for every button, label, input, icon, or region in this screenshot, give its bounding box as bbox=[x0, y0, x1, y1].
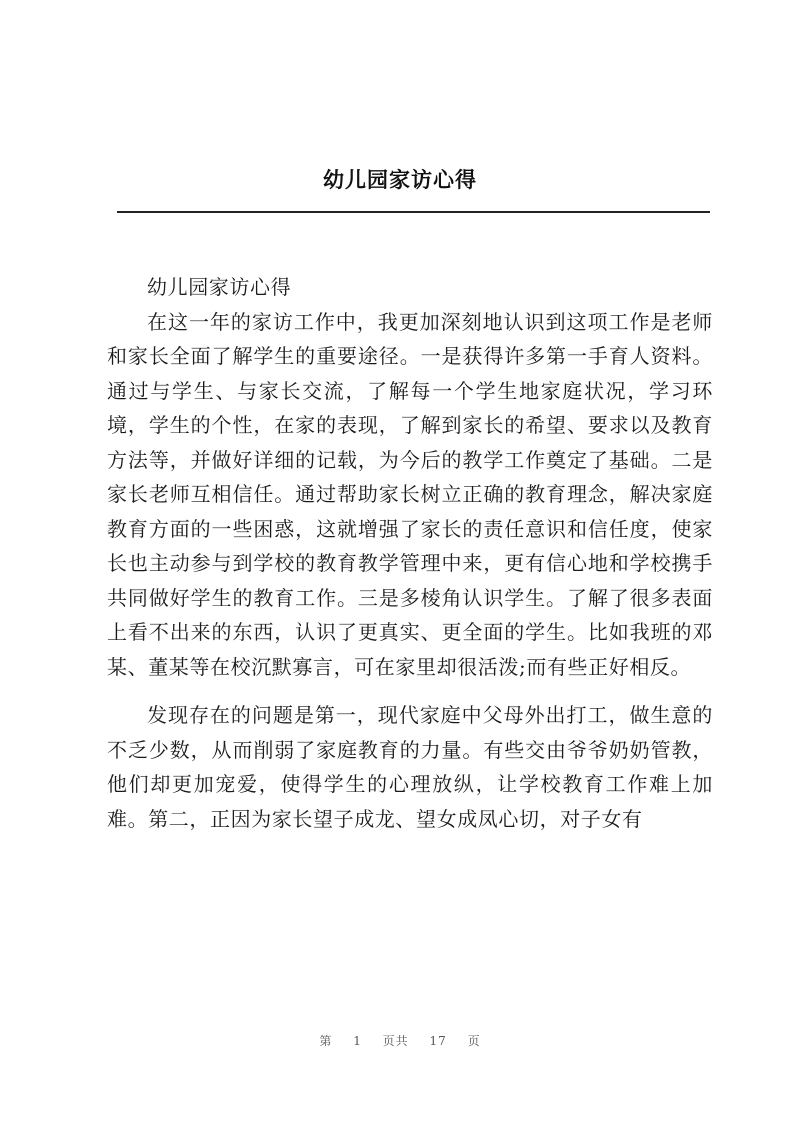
page-footer bbox=[0, 1032, 800, 1049]
footer-middle: 页共 bbox=[382, 1034, 409, 1048]
footer-prefix: 第 bbox=[319, 1034, 333, 1048]
footer-page-number: 1 bbox=[353, 1034, 362, 1048]
document-body bbox=[107, 270, 713, 836]
footer-total-pages: 17 bbox=[429, 1034, 447, 1048]
footer-suffix: 页 bbox=[467, 1034, 481, 1048]
body-paragraph: 发现存在的问题是第一，现代家庭中父母外出打工，做生意的不乏少数，从而削弱了家庭教育的力量。有些交由爷爷奶奶管教，他们却更加宠爱，使得学生的心理放纵，让学校教育工作难上加难。第二，正因为家长望子成龙、望女成凤心切，对子女有 bbox=[107, 703, 713, 831]
document-title: 幼儿园家访心得 bbox=[323, 167, 477, 192]
body-heading-paragraph: 幼儿园家访心得 bbox=[147, 275, 292, 299]
body-paragraph: 在这一年的家访工作中，我更加深刻地认识到这项工作是老师和家长全面了解学生的重要途径。一是获得许多第一手育人资料。通过与学生、与家长交流，了解每一个学生地家庭状况，学习环境，学生的个性，在家的表现，了解到家长的希望、要求以及教育方法等，并做好详细的记载，为今后的教学工作奠定了基础。二是家长老师互相信任。通过帮助家长树立正确的教育理念，解决家庭教育方面的一些困惑，这就增强了家长的责任意识和信任度，使家长也主动参与到学校的教育教学管理中来，更有信心地和学校携手共同做好学生的教育工作。三是多棱角认识学生。了解了很多表面上看不出来的东西，认识了更真实、更全面的学生。比如我班的邓某、董某等在校沉默寡言，可在家里却很活泼;而有些正好相反。 bbox=[107, 309, 713, 679]
title-divider bbox=[117, 211, 710, 213]
